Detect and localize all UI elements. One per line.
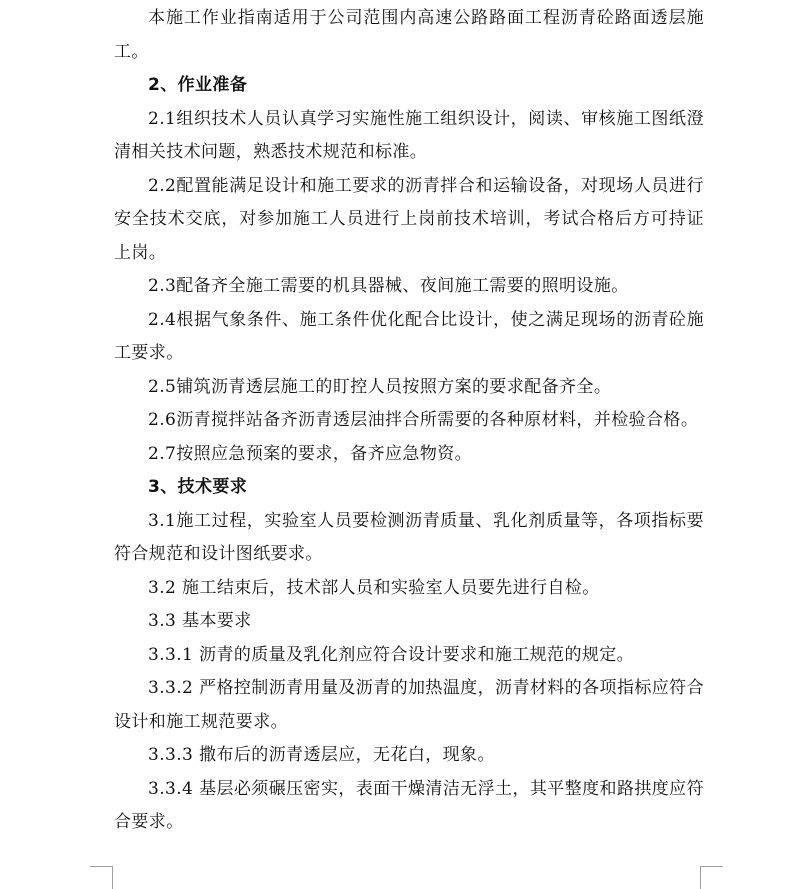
paragraph-3-3-3: 3.3.3 撒布后的沥青透层应，无花白，现象。 bbox=[148, 745, 495, 765]
paragraph-2-1: 2.1组织技术人员认真学习实施性施工组织设计，阅读、审核施工图纸澄清相关技术问题，熟悉技术规范和标准。 bbox=[114, 108, 704, 162]
paragraph-2-3: 2.3配备齐全施工需要的机具器械、夜间施工需要的照明设施。 bbox=[148, 276, 629, 296]
paragraph-3-3-4: 3.3.4 基层必须碾压密实，表面干燥清洁无浮土，其平整度和路拱度应符合要求。 bbox=[114, 778, 704, 832]
paragraph-2-6: 2.6沥青搅拌站备齐沥青透层油拌合所需要的各种原材料，并检验合格。 bbox=[148, 410, 699, 430]
paragraph-2-5: 2.5铺筑沥青透层施工的盯控人员按照方案的要求配备齐全。 bbox=[148, 376, 612, 397]
page-corner-mark-left bbox=[90, 866, 113, 889]
document-body bbox=[114, 2, 704, 840]
paragraph-2-4: 2.4根据气象条件、施工条件优化配合比设计，使之满足现场的沥青砼施工要求。 bbox=[114, 309, 704, 363]
paragraph-3-2: 3.2 施工结束后，技术部人员和实验室人员要先进行自检。 bbox=[148, 577, 600, 598]
heading-work-preparation: 2、作业准备 bbox=[148, 75, 248, 95]
paragraph-3-3: 3.3 基本要求 bbox=[148, 611, 252, 631]
paragraph-scope: 本施工作业指南适用于公司范围内高速公路路面工程沥青砼路面透层施工。 bbox=[114, 8, 704, 62]
paragraph-3-3-2: 3.3.2 严格控制沥青用量及沥青的加热温度，沥青材料的各项指标应符合设计和施工规范要求。 bbox=[114, 678, 704, 732]
paragraph-2-7: 2.7按照应急预案的要求，备齐应急物资。 bbox=[148, 443, 473, 464]
page-corner-mark-right bbox=[700, 866, 723, 889]
paragraph-2-2: 2.2配置能满足设计和施工要求的沥青拌合和运输设备，对现场人员进行安全技术交底，对参加施工人员进行上岗前技术培训，考试合格后方可持证上岗。 bbox=[114, 175, 704, 263]
heading-technical-requirements: 3、技术要求 bbox=[148, 477, 248, 497]
paragraph-3-3-1: 3.3.1 沥青的质量及乳化剂应符合设计要求和施工规范的规定。 bbox=[148, 644, 635, 665]
paragraph-3-1: 3.1施工过程，实验室人员要检测沥青质量、乳化剂质量等，各项指标要符合规范和设计图纸要求。 bbox=[114, 510, 704, 564]
